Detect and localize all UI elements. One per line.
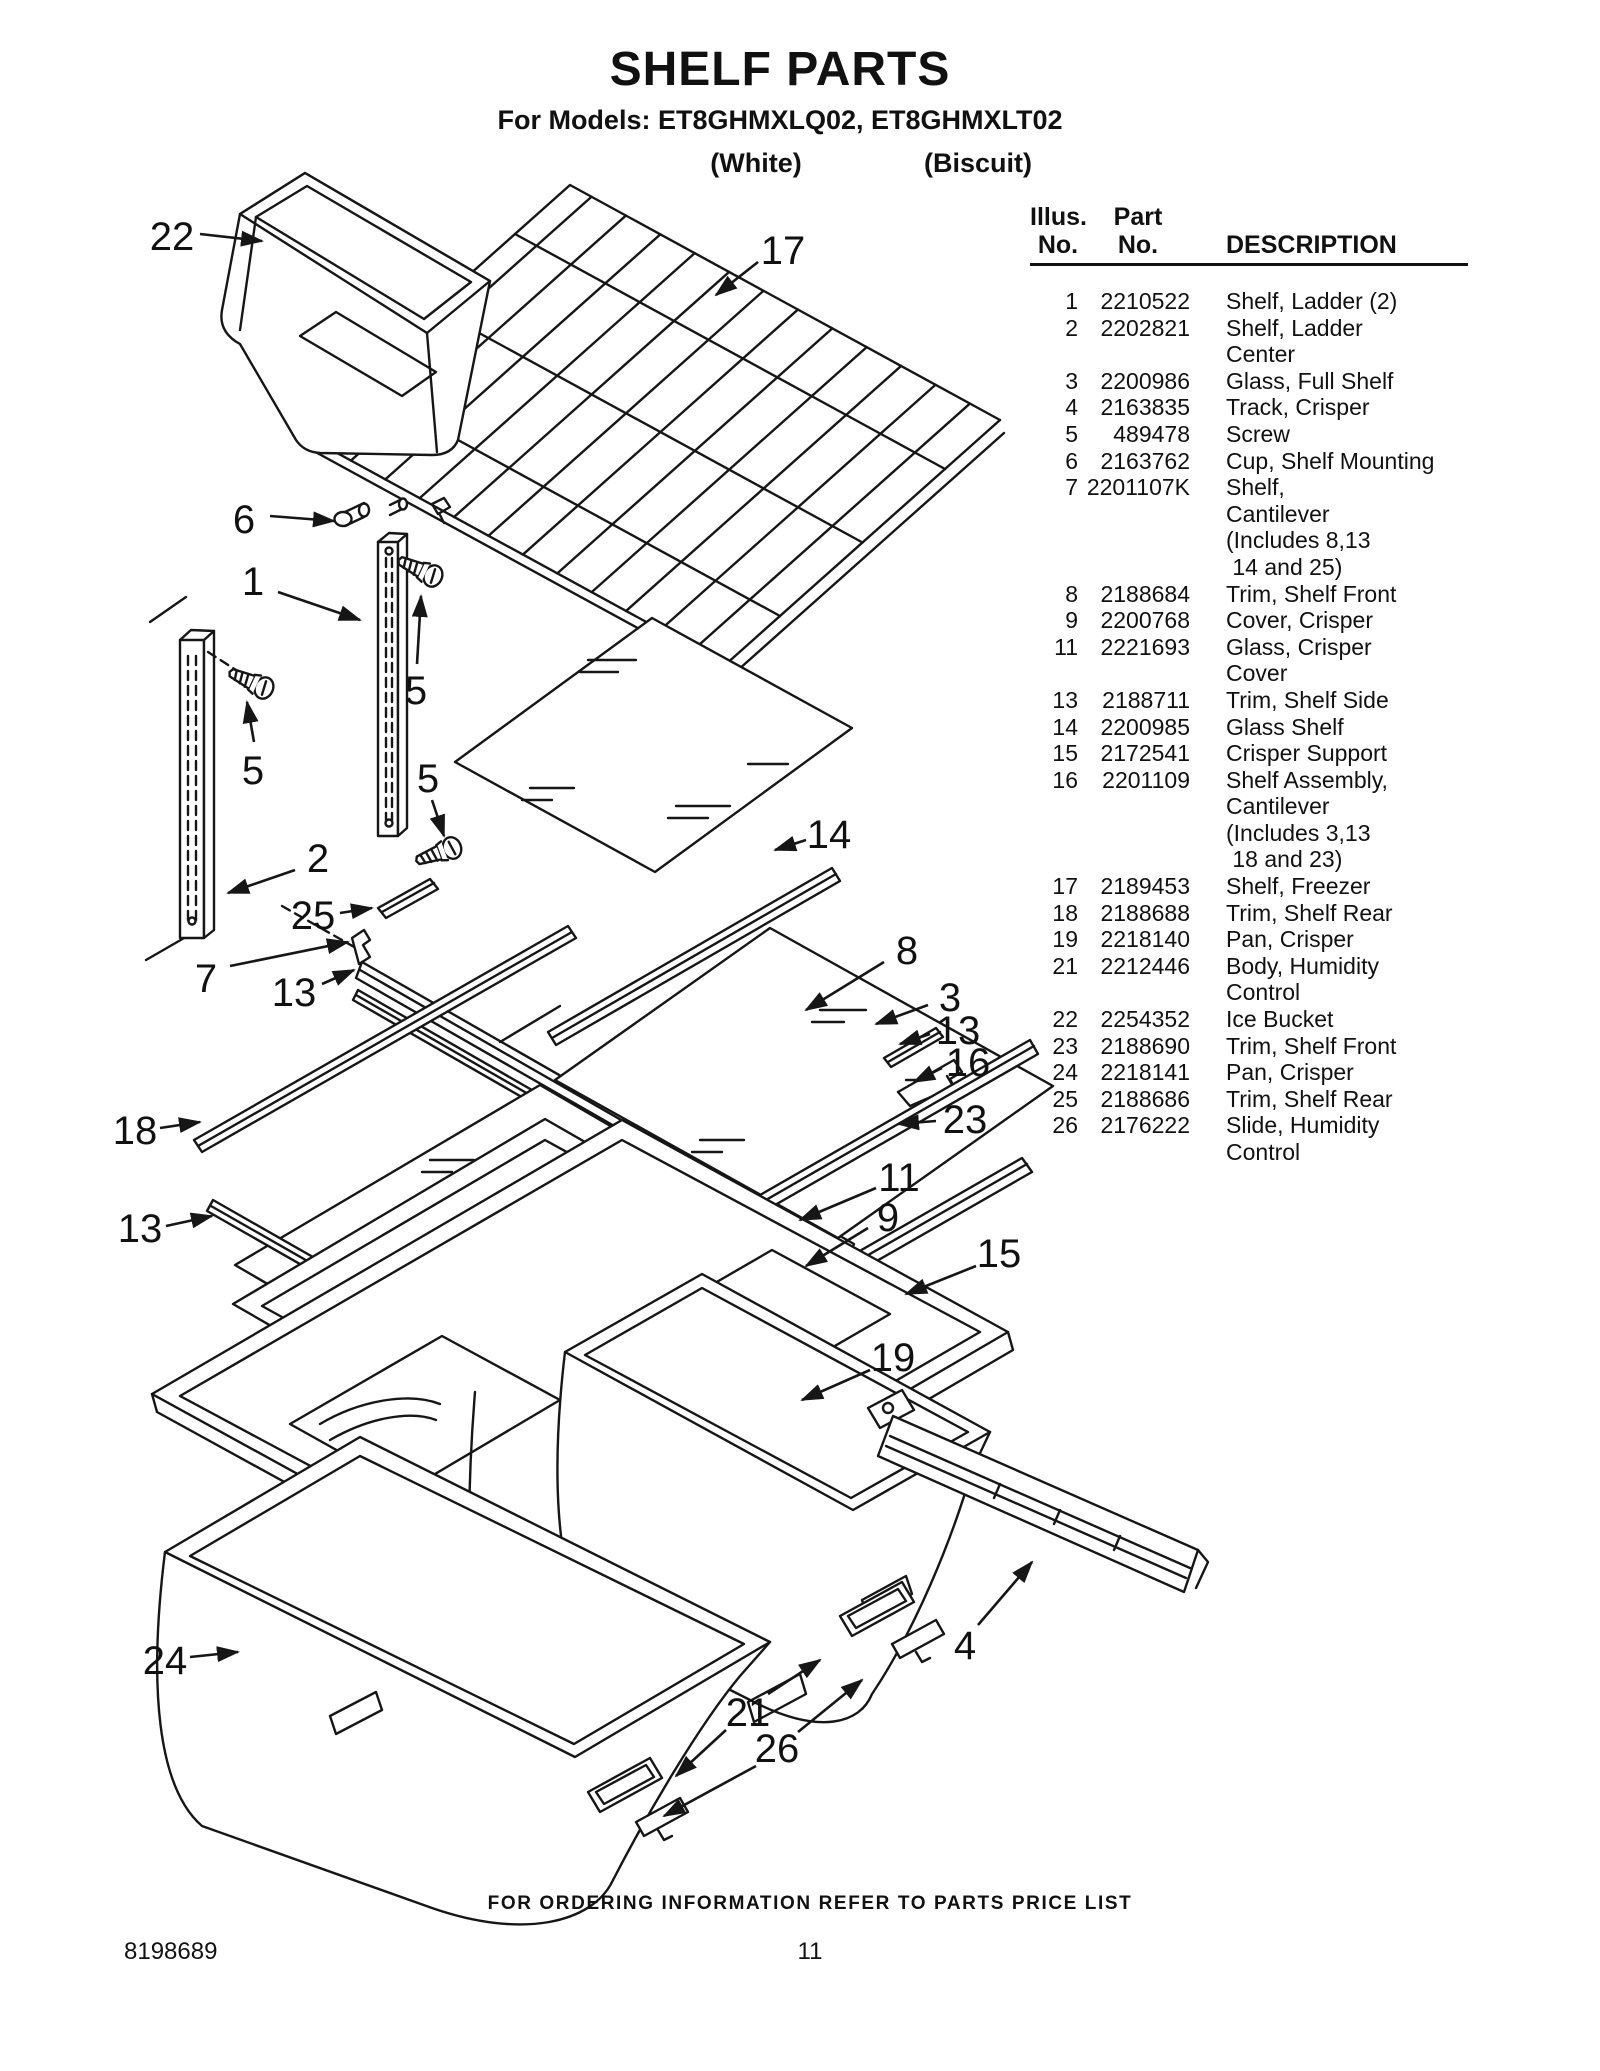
callout-label: 9 bbox=[876, 1196, 900, 1240]
trim-shelf-rear-25 bbox=[378, 879, 438, 918]
callout-label: 7 bbox=[194, 957, 218, 1001]
color-label-biscuit: (Biscuit) bbox=[924, 148, 1032, 178]
table-row: 7 2201107K Shelf, bbox=[1065, 474, 1285, 501]
callout-label: 17 bbox=[760, 229, 806, 273]
page-title: SHELF PARTS bbox=[609, 43, 951, 96]
parts-table-header bbox=[1030, 203, 1470, 231]
callout-label: 15 bbox=[976, 1232, 1022, 1276]
callout-arrow bbox=[432, 800, 444, 836]
callout-arrow bbox=[228, 870, 295, 893]
table-row: 3 2200986 Glass, Full Shelf bbox=[1065, 367, 1394, 394]
callout-label: 24 bbox=[142, 1639, 188, 1683]
table-row: 18 and 23) bbox=[1226, 846, 1343, 873]
table-row: 14 2200985 Glass Shelf bbox=[1052, 713, 1344, 740]
table-row: 19 2218140 Pan, Crisper bbox=[1052, 926, 1354, 953]
table-row: Control bbox=[1226, 979, 1301, 1006]
callout-label: 5 bbox=[416, 757, 440, 801]
callout-label: 14 bbox=[806, 813, 852, 857]
table-row: 6 2163762 Cup, Shelf Mounting bbox=[1065, 447, 1435, 474]
callout-label: 4 bbox=[953, 1624, 977, 1668]
callout-arrow bbox=[270, 516, 334, 521]
col-description-header: DESCRIPTION bbox=[1226, 231, 1397, 259]
footer-note: FOR ORDERING INFORMATION REFER TO PARTS PRICE LIST bbox=[487, 1893, 1133, 1914]
callout-label: 5 bbox=[241, 749, 265, 793]
callout-arrow bbox=[230, 942, 348, 966]
screw-bottom bbox=[413, 835, 465, 872]
shelf-mounting-cup bbox=[335, 498, 451, 526]
table-row: 5 489478 Screw bbox=[1065, 420, 1290, 447]
table-row: 17 2189453 Shelf, Freezer bbox=[1052, 873, 1371, 900]
callout-arrow bbox=[160, 1122, 200, 1128]
callout-label: 6 bbox=[232, 498, 256, 542]
callout-label: 22 bbox=[149, 215, 195, 259]
callout-label: 18 bbox=[112, 1109, 158, 1153]
callout-label: 13 bbox=[117, 1207, 163, 1251]
table-header-rule bbox=[1030, 263, 1468, 266]
glass-shelf-14 bbox=[455, 618, 852, 872]
table-row: 14 and 25) bbox=[1226, 553, 1343, 580]
callout-arrow bbox=[906, 1266, 976, 1294]
callout-label: 5 bbox=[404, 669, 428, 713]
table-row: 26 2176222 Slide, Humidity bbox=[1052, 1112, 1380, 1139]
table-row: Center bbox=[1226, 341, 1296, 368]
callout-label: 13 bbox=[271, 971, 317, 1015]
ice-bucket bbox=[221, 173, 490, 455]
table-row: 1 2210522 Shelf, Ladder (2) bbox=[1065, 288, 1398, 314]
callout-label: 13 bbox=[935, 1009, 981, 1053]
table-row: 8 2188684 Trim, Shelf Front bbox=[1065, 580, 1397, 607]
callout-arrow bbox=[978, 1562, 1032, 1625]
table-row: 13 2188711 Trim, Shelf Side bbox=[1052, 686, 1389, 713]
table-row: (Includes 8,13 bbox=[1226, 527, 1371, 554]
parts-table bbox=[1030, 203, 1470, 1166]
color-label-white: (White) bbox=[710, 148, 802, 178]
col-part-header: Part bbox=[1113, 203, 1163, 231]
parts-table-header-line2: No. No. DESCRIPTION bbox=[1037, 231, 1397, 259]
table-row: 25 2188686 Trim, Shelf Rear bbox=[1052, 1085, 1393, 1112]
callout-label: 19 bbox=[870, 1336, 916, 1380]
callout-label: 16 bbox=[945, 1041, 991, 1085]
callout-label: 25 bbox=[290, 894, 336, 938]
table-row: 18 2188688 Trim, Shelf Rear bbox=[1052, 899, 1393, 926]
callout-arrow bbox=[247, 702, 254, 742]
table-row: 2 2202821 Shelf, Ladder bbox=[1065, 314, 1363, 341]
callout-arrow bbox=[417, 596, 421, 664]
callout-arrow bbox=[278, 592, 360, 620]
callout-arrow bbox=[775, 840, 806, 850]
callout-label: 8 bbox=[895, 929, 919, 973]
table-row: 15 2172541 Crisper Support bbox=[1052, 740, 1388, 767]
callout-label: 2 bbox=[306, 837, 330, 881]
col-illus-header: Illus. bbox=[1030, 203, 1087, 231]
table-row: Cantilever bbox=[1226, 793, 1330, 820]
page-subtitle: For Models: ET8GHMXLQ02, ET8GHMXLT02 bbox=[497, 105, 1063, 135]
table-row: 9 2200768 Cover, Crisper bbox=[1065, 607, 1373, 634]
callout-label: 3 bbox=[938, 976, 962, 1020]
callout-arrow bbox=[340, 908, 372, 913]
callout-label: 21 bbox=[725, 1691, 771, 1735]
ladder-rail-1 bbox=[378, 533, 407, 836]
table-row: Cantilever bbox=[1226, 500, 1330, 527]
table-row: (Includes 3,13 bbox=[1226, 819, 1371, 846]
callout-label: 1 bbox=[241, 560, 265, 604]
table-row: 23 2188690 Trim, Shelf Front bbox=[1052, 1032, 1397, 1059]
parts-table-rows bbox=[1030, 288, 1470, 1166]
table-row: 24 2218141 Pan, Crisper bbox=[1052, 1059, 1354, 1086]
table-row: 4 2163835 Track, Crisper bbox=[1065, 394, 1370, 421]
page-number: 11 bbox=[797, 1938, 823, 1965]
table-row: 21 2212446 Body, Humidity bbox=[1052, 952, 1379, 979]
table-row: 11 2221693 Glass, Crisper bbox=[1054, 633, 1372, 660]
callout-label: 23 bbox=[942, 1098, 988, 1142]
callout-label: 26 bbox=[754, 1727, 800, 1771]
table-row: Cover bbox=[1226, 660, 1288, 687]
table-row: 16 2201109 Shelf Assembly, bbox=[1052, 766, 1388, 793]
callout-label: 11 bbox=[878, 1156, 920, 1200]
callout-arrow bbox=[322, 970, 354, 984]
table-row: Control bbox=[1226, 1139, 1301, 1165]
doc-number: 8198689 bbox=[124, 1938, 218, 1965]
table-row: 22 2254352 Ice Bucket bbox=[1052, 1006, 1334, 1033]
callout-arrow bbox=[166, 1216, 212, 1226]
